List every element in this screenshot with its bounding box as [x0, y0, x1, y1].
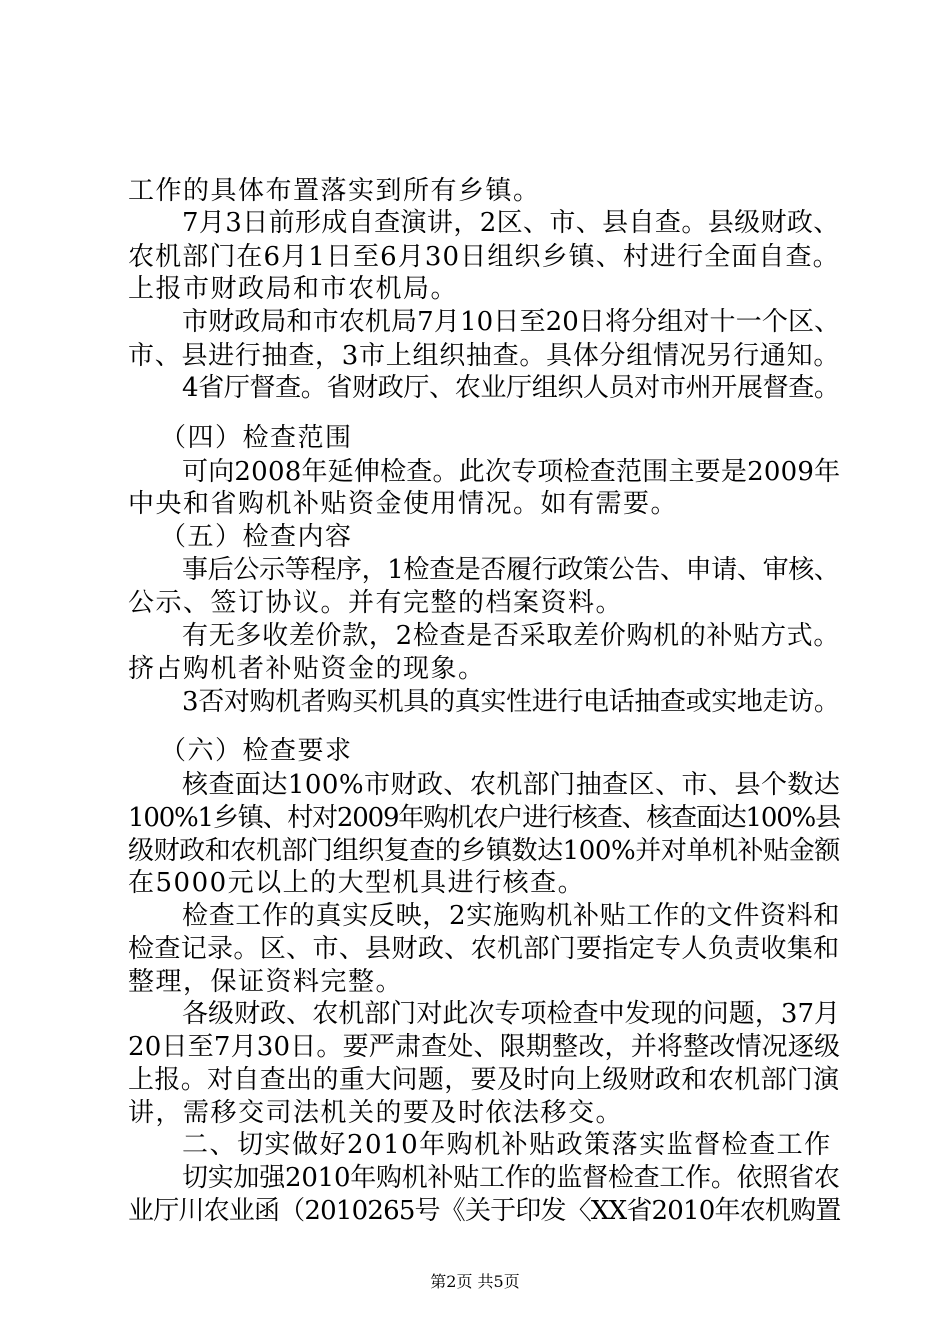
section-heading: （五）检查内容: [160, 522, 353, 552]
text-line: 在5000元以上的大型机具进行核查。: [128, 868, 586, 898]
text-line: 3否对购机者购买机具的真实性进行电话抽查或实地走访。: [182, 687, 840, 717]
text-line: 4省厅督查。省财政厅、农业厅组织人员对市州开展督查。: [182, 373, 840, 403]
section-heading: （四）检查范围: [160, 423, 353, 453]
text-line: 市财政局和市农机局7月10日至20日将分组对十一个区、: [182, 307, 841, 337]
text-line: 100%1乡镇、村对2009年购机农户进行核查、核查面达100%县: [128, 803, 840, 833]
page-footer: 第2页 共5页: [430, 1272, 520, 1291]
text-line: 各级财政、农机部门对此次专项检查中发现的问题，37月: [182, 999, 841, 1029]
text-line: 中央和省购机补贴资金使用情况。如有需要。: [128, 489, 679, 519]
section-heading: （六）检查要求: [160, 736, 353, 766]
text-line: 整理，保证资料完整。: [128, 967, 404, 997]
text-line: 切实加强2010年购机补贴工作的监督检查工作。依照省农: [182, 1163, 840, 1193]
text-line: 农机部门在6月1日至6月30日组织乡镇、村进行全面自查。: [128, 242, 840, 272]
text-line: 上报。对自查出的重大问题，要及时向上级财政和农机部门演: [128, 1065, 840, 1095]
text-line: 核查面达100%市财政、农机部门抽查区、市、县个数达: [182, 770, 841, 800]
section-heading: 二、切实做好2010年购机补贴政策落实监督检查工作: [182, 1130, 832, 1160]
text-line: 挤占购机者补贴资金的现象。: [128, 654, 486, 684]
text-line: 可向2008年延伸检查。此次专项检查范围主要是2009年: [182, 457, 841, 487]
text-line: 事后公示等程序，1检查是否履行政策公告、申请、审核、: [182, 555, 840, 585]
text-line: 7月3日前形成自查演讲，2区、市、县自查。县级财政、: [182, 208, 840, 238]
text-line: 检查记录。区、市、县财政、农机部门要指定专人负责收集和: [128, 934, 840, 964]
text-line: 市、县进行抽查，3市上组织抽查。具体分组情况另行通知。: [128, 341, 841, 371]
text-line: 工作的具体布置落实到所有乡镇。: [128, 176, 541, 206]
text-line: 讲，需移交司法机关的要及时依法移交。: [128, 1098, 624, 1128]
text-line: 级财政和农机部门组织复查的乡镇数达100%并对单机补贴金额: [128, 836, 840, 866]
text-line: 检查工作的真实反映，2实施购机补贴工作的文件资料和: [182, 901, 841, 931]
text-line: 公示、签订协议。并有完整的档案资料。: [128, 588, 624, 618]
text-line: 20日至7月30日。要严肃查处、限期整改，并将整改情况逐级: [128, 1032, 841, 1062]
text-line: 业厅川农业函（2010265号《关于印发〈XX省2010年农机购置: [128, 1196, 841, 1226]
text-line: 有无多收差价款，2检查是否采取差价购机的补贴方式。: [182, 621, 841, 651]
text-line: 上报市财政局和市农机局。: [128, 274, 459, 304]
